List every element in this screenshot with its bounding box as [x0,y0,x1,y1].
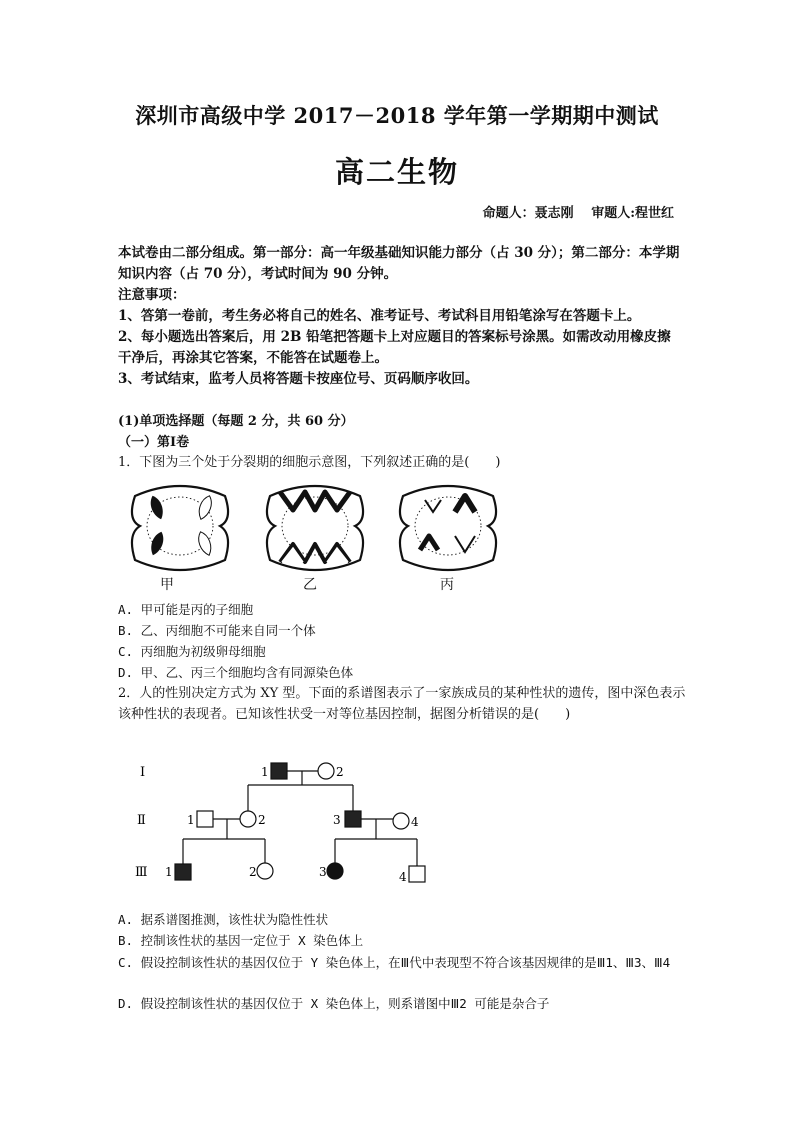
pedigree-III1 [175,864,191,880]
pedigree-III3 [327,863,343,879]
notice-item: 1、答第一卷前，考生务必将自己的姓名、准考证号、考试科目用铅笔涂写在答题卡上。 [118,308,641,324]
question-2-stem: 2．人的性别决定方式为 XY 型。下面的系谱图表示了一家族成员的某种性状的遗传，图中深色表示该种性状的表现者。已知该性状受一对等位基因控制，据图分析错误的是( ) [118,686,686,722]
member-number: 3 [333,813,341,827]
pedigree-II4 [393,813,409,829]
member-number: 4 [411,815,419,829]
notice-item: 2、每小题选出答案后，用 2B 铅笔把答题卡上对应题目的答案标号涂黑。如需改动用橡皮擦干净后，再涂其它答案，不能答在试题卷上。 [118,329,671,366]
pedigree-II3 [345,811,361,827]
volume-label: （一）第Ⅰ卷 [118,435,190,450]
authors-line: 命题人：聂志刚 审题人:程世红 [482,206,674,221]
exam-title: 深圳市高级中学 2017－2018 学年第一学期期中测试 [135,103,659,128]
q1-option-b: B. 乙、丙细胞不可能来自同一个体 [118,623,316,638]
subject-title: 高二生物 [334,155,459,189]
q1-option-a: A. 甲可能是丙的子细胞 [118,602,254,617]
cell-label-yi: 乙 [303,577,317,593]
cell-division-figure [125,478,515,590]
generation-label: Ⅲ [135,865,148,880]
cell-bing [400,486,496,570]
cell-label-bing: 丙 [440,577,454,593]
generation-label: Ⅱ [137,813,146,828]
notice-title: 注意事项： [118,287,186,303]
q2-option-b: B. 控制该性状的基因一定位于 X 染色体上 [118,933,364,948]
member-number: 4 [399,870,407,884]
cell-jia [132,486,228,570]
pedigree-III4 [409,866,425,882]
member-number: 3 [319,865,327,879]
pedigree-I1 [271,763,287,779]
q2-option-c: C. 假设控制该性状的基因仅位于 Y 染色体上，在Ⅲ代中表现型不符合该基因规律的是Ⅲ1、Ⅲ3、Ⅲ4 [118,955,671,970]
pedigree-II1 [197,811,213,827]
generation-label: Ⅰ [140,765,146,780]
cell-yi [267,486,363,570]
q1-option-c: C. 丙细胞为初级卵母细胞 [118,644,266,659]
member-number: 2 [249,865,257,879]
pedigree-II2 [240,811,256,827]
member-number: 2 [258,813,266,827]
exam-intro [118,243,680,390]
q2-option-a: A. 据系谱图推测，该性状为隐性性状 [118,912,329,927]
pedigree-figure [125,745,455,895]
section-heading: (1)单项选择题（每题 2 分，共 60 分） [118,414,354,429]
question-1-stem: 1．下图为三个处于分裂期的细胞示意图，下列叙述正确的是( ) [118,455,501,470]
q2-option-d: D. 假设控制该性状的基因仅位于 X 染色体上，则系谱图中Ⅲ2 可能是杂合子 [118,996,550,1011]
composition-text: 本试卷由二部分组成。第一部分：高一年级基础知识能力部分（占 30 分）；第二部分：本学期知识内容（占 70 分），考试时间为 90 分钟。 [118,245,680,282]
member-number: 2 [336,765,344,779]
pedigree-I2 [318,763,334,779]
member-number: 1 [261,765,269,779]
pedigree-III2 [257,863,273,879]
q1-option-d: D. 甲、乙、丙三个细胞均含有同源染色体 [118,665,354,680]
cell-label-jia: 甲 [160,577,174,593]
member-number: 1 [187,813,195,827]
notice-item: 3、考试结束，监考人员将答题卡按座位号、页码顺序收回。 [118,371,479,387]
member-number: 1 [165,865,173,879]
